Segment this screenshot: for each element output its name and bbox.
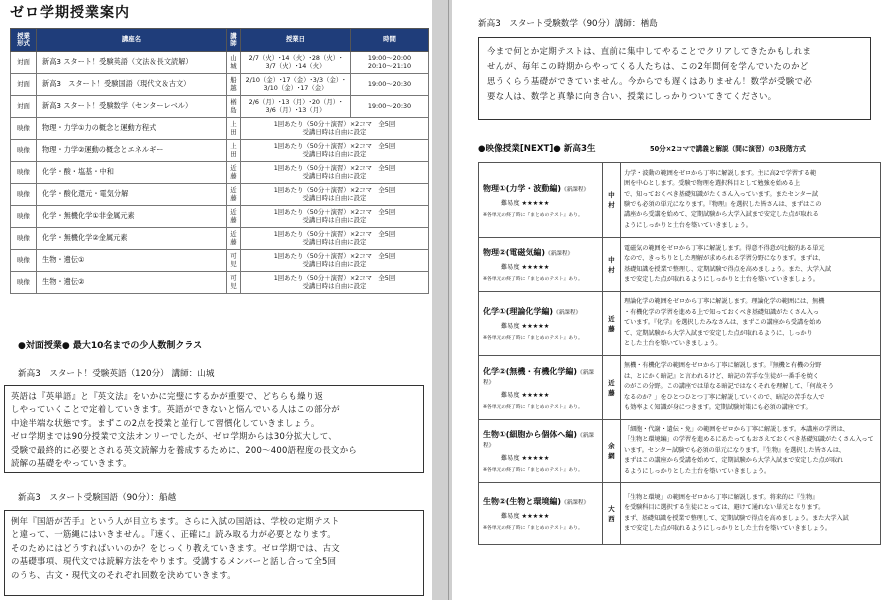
cell-line: 上: [230, 120, 237, 129]
header-line: 師: [230, 39, 237, 47]
text-line: 理論化学の範囲をゼロから丁寧に解説します。理論化学の範囲には、無機: [624, 298, 825, 306]
cell-line: 19:00～20:00: [367, 54, 412, 63]
cell-line: 2/7（火）･14（火）･28（火）･: [248, 54, 343, 63]
video-course-description: [621, 292, 881, 356]
teacher-cell: [227, 140, 241, 162]
cell-line: 城: [230, 61, 237, 70]
difficulty-stars: ★★★★★: [521, 391, 550, 399]
curriculum-tag: 《新課程》: [483, 433, 594, 449]
difficulty-label: 難易度: [501, 323, 522, 330]
text-line: 今まで何とか定期テストは、直前に集中してやることでクリアしてきたかもしれま: [487, 46, 812, 56]
cell-line: 藤: [230, 171, 237, 180]
course-type-cell: 対面: [11, 96, 37, 118]
cell-line: 1回あたり（50分＋演習）×2コマ 全5回: [273, 208, 396, 217]
text-line: ゼロ学期までは90分授業で文法オンリーでしたが、ゼロ学期からは30分拡大して、: [11, 431, 337, 442]
course-name-cell: 物理・力学①力の概念と運動方程式: [37, 118, 227, 140]
schedule-dates-cell: [241, 162, 429, 184]
video-course-title: [483, 183, 598, 194]
cell-line: 受講日時は自由に設定: [302, 127, 367, 136]
video-course-row: [479, 292, 881, 356]
test-note: ※各単元の終了時に『まとめのテスト』あり。: [483, 468, 583, 473]
difficulty-label: 難易度: [501, 199, 522, 207]
schedule-row: [11, 162, 429, 184]
document-title: ゼロ学期授業案内: [10, 5, 130, 21]
cell-line: 田: [230, 149, 237, 158]
cell-line: 藤: [608, 324, 615, 333]
video-course-title: [483, 366, 598, 386]
video-course-name: 化学②(無機・有機化学編): [483, 366, 578, 376]
face-class-heading: ●対面授業● 最大10名までの少人数制クラス: [18, 341, 203, 351]
schedule-dates-cell: [241, 52, 351, 74]
schedule-time-cell: [351, 74, 429, 96]
video-course-body: [479, 163, 881, 545]
cell-line: 余: [608, 442, 615, 450]
curriculum-tag: 《新課程》: [553, 310, 582, 316]
schedule-row: [11, 118, 429, 140]
cell-line: 3/10（金）･17（金）: [263, 83, 328, 92]
header-dates: 授業日: [241, 29, 351, 52]
cell-line: 1回あたり（50分＋演習）×2コマ 全5回: [273, 274, 396, 283]
text-line: 要な人は、数学と真摯に向き合い、授業にしっかりついてきてください。: [487, 91, 777, 101]
schedule-dates-cell: [241, 96, 351, 118]
course-name-cell: 化学・酸化還元・電気分解: [37, 184, 227, 206]
schedule-dates-cell: [241, 118, 429, 140]
cell-line: 近: [230, 186, 237, 195]
cell-line: 20:10～21:10: [367, 61, 412, 70]
cell-line: 藤: [608, 388, 615, 397]
curriculum-tag: 《新課程》: [561, 186, 590, 193]
text-line: います。センター試験でも必須の単元になります。『生物』を選択した皆さんは、: [624, 446, 845, 454]
video-course-description: [621, 483, 881, 545]
cell-line: 大: [608, 504, 615, 513]
schedule-row: [11, 96, 429, 118]
cell-line: 受講日時は自由に設定: [302, 149, 367, 158]
course-type-cell: 映像: [11, 228, 37, 250]
video-course-row: [479, 163, 881, 238]
course-type-cell: 映像: [11, 272, 37, 294]
test-note: ※各単元の終了時に『まとめのテスト』あり。: [483, 212, 583, 218]
schedule-row: [11, 228, 429, 250]
text-line: も効率よく知識が身につきます。定期試験対策にも必須の講座です。: [624, 404, 812, 412]
course-name-cell: 化学・無機化学②金属元素: [37, 228, 227, 250]
text-line: 電磁気の範囲をゼロから丁寧に解説します。得意不得意が比較的ある単元: [624, 244, 825, 252]
english-course-title: 新高3 スタート！受験英語（120分） 講師：山城: [18, 369, 215, 379]
course-name-cell: 生物・遺伝②: [37, 272, 227, 294]
video-course-description: [621, 238, 881, 292]
japanese-description-box: [4, 510, 424, 596]
test-note: ※各単元の終了時に『まとめのテスト』あり。: [483, 404, 583, 410]
cell-line: 近: [608, 314, 615, 323]
text-line: 例年『国語が苦手』という人が目立ちます。さらに入試の国語は、学校の定期テスト: [11, 516, 340, 526]
cell-line: 1回あたり（50分＋演習）×2コマ 全5回: [273, 186, 396, 195]
test-note: ※各単元の終了時に『まとめのテスト』あり。: [483, 526, 583, 531]
cell-line: 船: [230, 76, 237, 85]
text-line: まで安定した点が取れるようにしっかりとした土台を築いていきましょう。: [624, 524, 831, 532]
cell-line: 越: [230, 83, 237, 92]
header-teacher: [227, 29, 241, 52]
video-course-title: [483, 247, 598, 258]
video-course-name: 生物②(生物と環境編): [483, 497, 562, 506]
text-line: ・有機化学の学習を進める上で知っておくべき基礎知識がたくさん入っ: [624, 308, 819, 316]
cell-line: 中: [608, 255, 615, 264]
video-class-heading: ●映像授業[NEXT]● 新高3生: [478, 144, 596, 154]
teacher-cell: [603, 483, 621, 545]
schedule-dates-cell: [241, 250, 429, 272]
difficulty-rating: [483, 511, 598, 520]
curriculum-tag: 《新課程》: [483, 369, 594, 386]
text-line: とした土台を築いていきましょう。: [624, 340, 722, 348]
course-name-cell: 生物・遺伝①: [37, 250, 227, 272]
difficulty-label: 難易度: [501, 455, 522, 462]
video-course-label-cell: [479, 163, 603, 238]
cell-line: 受講日時は自由に設定: [302, 237, 367, 246]
difficulty-rating: [483, 262, 598, 271]
text-line: なので、きっちりとした理解が求められる学習分野になります。まずは、: [624, 255, 825, 263]
video-course-description: [621, 163, 881, 238]
video-course-row: [479, 356, 881, 420]
video-course-name: 物理②(電磁気編): [483, 248, 546, 257]
cell-line: 受講日時は自由に設定: [302, 193, 367, 202]
cell-line: 田: [230, 127, 237, 136]
cell-line: 島: [230, 105, 237, 114]
gutter-divider: [448, 0, 449, 600]
cell-line: 山: [230, 54, 237, 63]
schedule-header-row: [11, 29, 429, 52]
course-name-cell: 新高3 スタート！受験英語（文法＆長文読解）: [37, 52, 227, 74]
text-line: 囲を中心とします。受験で物理を選択科目として勉強を始める上: [624, 180, 801, 188]
text-line: ています。『化学』を選択したみなさんは、まずこの講座から受講を始め: [624, 319, 822, 327]
difficulty-stars: ★★★★★: [521, 199, 550, 207]
course-name-cell: 化学・酸・塩基・中和: [37, 162, 227, 184]
text-line: で、知っておくべき基礎知識がたくさん入っています。またセンター試: [624, 190, 818, 198]
text-line: まず、基礎知識を授業で整理して、定期試験で得点を高めましょう。また大学入試: [624, 514, 849, 522]
video-course-row: [479, 238, 881, 292]
text-line: そのためにはどうすればいいのか？をじっくり教えていきます。ゼロ学期では、古文: [11, 542, 340, 553]
right-page: [452, 0, 888, 600]
text-line: 力学・波動の範囲をゼロから丁寧に解説します。主に高2で学習する範: [624, 169, 817, 177]
cell-line: 藤: [230, 215, 237, 224]
schedule-dates-cell: [241, 184, 429, 206]
text-line: なるのか？」をひとつひとつ丁寧に解説していくので、暗記の苦手な人で: [624, 393, 825, 401]
test-note: ※各単元の終了時に『まとめのテスト』あり。: [483, 336, 583, 341]
video-course-title: [483, 496, 598, 507]
difficulty-label: 難易度: [501, 391, 522, 399]
text-line: 「細胞・代謝・遺伝・免」の範囲をゼロから丁寧に解説します。本講座の学習は、: [624, 425, 849, 433]
course-type-cell: 映像: [11, 206, 37, 228]
text-line: 「生物と環境」の範囲をゼロから丁寧に解説します。将来的に『生物』: [624, 493, 819, 501]
teacher-cell: [603, 292, 621, 356]
cell-line: 西: [608, 514, 615, 523]
japanese-course-title: 新高3 スタート受験国語（90分）：船越: [18, 493, 177, 503]
teacher-cell: [227, 96, 241, 118]
cell-line: 19:00～20:30: [367, 79, 412, 88]
cell-line: 1回あたり（50分＋演習）×2コマ 全5回: [273, 164, 396, 173]
text-line: を受験科目に選択する生徒にとっては、避けて通れない単元となります。: [624, 504, 825, 512]
text-line: 中途半端な状態です。まずこの2点を授業と並行して習慣化していきましょう。: [11, 417, 320, 428]
header-line: 講: [230, 31, 237, 40]
text-line: 「生物と環境編」の学習を進めるにあたってもおさえておくべき基礎知識がたくさん入って: [624, 436, 874, 444]
text-line: まずはこの講座から受講を始めて、定期試験から大学入試まで安定した点が取れ: [624, 457, 844, 465]
video-course-label-cell: [479, 420, 603, 483]
schedule-row: [11, 206, 429, 228]
cell-line: 児: [230, 281, 237, 290]
cell-line: 受講日時は自由に設定: [302, 259, 367, 268]
schedule-dates-cell: [241, 140, 429, 162]
cell-line: 3/7（火）･14（火）: [265, 61, 326, 70]
text-line: 読解の基礎をやっていきます。: [11, 458, 132, 469]
text-line: 基礎知識を授業で整理し、定期試験で得点を高めましょう。また、大学入試: [624, 265, 831, 273]
video-course-row: [479, 420, 881, 483]
cell-line: 網: [608, 452, 615, 460]
teacher-cell: [227, 184, 241, 206]
difficulty-stars: ★★★★★: [521, 264, 550, 271]
cell-line: 楢: [230, 98, 237, 107]
text-line: 講座から受講を始めて、定期試験から大学入試まで安定した点が取れる: [624, 211, 819, 219]
cell-line: 近: [230, 164, 237, 173]
schedule-dates-cell: [241, 206, 429, 228]
course-type-cell: 対面: [11, 52, 37, 74]
text-line: せんが、毎年この時期からやってくる人たちは、この2年間何を学んでいたのかど: [487, 61, 809, 71]
page-gutter: [432, 0, 452, 600]
schedule-table: [10, 28, 429, 294]
video-course-name: 物理①(力学・波動編): [483, 183, 562, 193]
schedule-dates-cell: [241, 272, 429, 294]
course-name-cell: 物理・力学②運動の概念とエネルギー: [37, 140, 227, 162]
text-line: 英語は『英単語』と『英文法』をいかに完璧にするかが重要で、どちらも繰り返: [11, 391, 324, 401]
cell-line: 1回あたり（50分＋演習）×2コマ 全5回: [273, 142, 396, 151]
cell-line: 1回あたり（50分＋演習）×2コマ 全5回: [273, 120, 396, 129]
cell-line: 受講日時は自由に設定: [302, 171, 367, 180]
video-course-title: [483, 429, 598, 449]
header-line: 形式: [17, 39, 30, 47]
video-course-title: [483, 306, 598, 317]
text-line: の基礎事項、現代文では読解方法をやります。受講するメンバーと話し合って全5回: [11, 556, 337, 567]
schedule-row: [11, 184, 429, 206]
course-name-cell: 新高3 スタート！受験国語（現代文＆古文）: [37, 74, 227, 96]
cell-line: 1回あたり（50分＋演習）×2コマ 全5回: [273, 252, 396, 261]
text-line: しやっていくことで定着していきます。英語ができないと悩んでいる人はこの部分が: [11, 404, 340, 415]
schedule-time-cell: [351, 96, 429, 118]
video-course-description: [621, 420, 881, 483]
text-line: 験でも必須の単元になります。『物理』を選択した皆さんは、まずはこの: [624, 201, 822, 208]
teacher-cell: [603, 163, 621, 238]
teacher-cell: [227, 228, 241, 250]
cell-line: 近: [608, 378, 615, 387]
curriculum-tag: 《新課程》: [545, 251, 574, 257]
video-course-label-cell: [479, 483, 603, 545]
schedule-row: [11, 140, 429, 162]
text-line: 思うくらう基礎ができていません。今からでも遅くはありません！数学が受験で必: [487, 76, 813, 86]
schedule-time-cell: [351, 52, 429, 74]
cell-line: 2/10（金）･17（金）･3/3（金）･: [245, 76, 346, 85]
schedule-row: [11, 250, 429, 272]
course-name-cell: 新高3 スタート！受験数学（センターレベル）: [37, 96, 227, 118]
teacher-cell: [603, 356, 621, 420]
course-type-cell: 映像: [11, 250, 37, 272]
cell-line: 2/6（月）･13（月）･20（月）･: [248, 98, 343, 107]
cell-line: 受講日時は自由に設定: [302, 215, 367, 224]
text-line: と違って、一筋縄にはいきません。『速く、正確に』読み取る力が必要となります。: [11, 529, 336, 540]
cell-line: 上: [230, 142, 237, 151]
text-line: 受験で最終的に必要とされる英文読解力を養成するために、200～400語程度の長文から: [11, 444, 358, 455]
difficulty-rating: [483, 390, 598, 399]
text-line: のがこの分野。この講座では単なる暗記ではなくそれを理解して、「何故そう: [624, 383, 834, 391]
text-line: まで安定した点が取れるようにしっかりと土台を築いていきましょう。: [624, 275, 819, 283]
text-line: は、とにかく暗記』と言われるけど、暗記の苦手な生徒が一番手を焼く: [624, 372, 819, 380]
teacher-cell: [603, 238, 621, 292]
course-name-cell: 化学・無機化学①非金属元素: [37, 206, 227, 228]
video-course-description: [621, 356, 881, 420]
teacher-cell: [227, 52, 241, 74]
video-class-subheading: 50分×2コマで講義と解説（間に演習）の3段階方式: [650, 145, 806, 153]
cell-line: 受講日時は自由に設定: [302, 281, 367, 290]
cell-line: 19:00～20:30: [367, 101, 412, 110]
text-line: て、定期試験から大学入試まで安定した点が取れるように、しっかり: [624, 329, 813, 337]
header-type: [11, 29, 37, 52]
cell-line: 近: [230, 230, 237, 239]
text-line: るようにしっかりとした土台を築いていきましょう。: [624, 467, 771, 475]
video-course-row: [479, 483, 881, 545]
teacher-cell: [227, 162, 241, 184]
schedule-dates-cell: [241, 228, 429, 250]
difficulty-rating: [483, 321, 598, 330]
difficulty-rating: [483, 198, 598, 207]
header-line: 授業: [17, 31, 30, 40]
test-note: ※各単元の終了時に『まとめのテスト』あり。: [483, 277, 583, 282]
schedule-dates-cell: [241, 74, 351, 96]
video-course-table: [478, 162, 881, 545]
left-page: [0, 0, 432, 600]
math-course-title: 新高3 スタート受験数学（90分）講師：楢島: [478, 19, 658, 29]
schedule-body: [11, 52, 429, 294]
cell-line: 近: [230, 208, 237, 217]
teacher-cell: [227, 272, 241, 294]
header-course: 講座名: [37, 29, 227, 52]
cell-line: 3/6（月）･13（月）: [265, 105, 326, 114]
difficulty-rating: [483, 453, 598, 462]
teacher-cell: [603, 420, 621, 483]
video-course-label-cell: [479, 292, 603, 356]
cell-line: 1回あたり（50分＋演習）×2コマ 全5回: [273, 230, 396, 239]
teacher-cell: [227, 250, 241, 272]
teacher-cell: [227, 118, 241, 140]
text-line: ようにしっかりと土台を築いていきましょう。: [624, 221, 752, 229]
video-course-label-cell: [479, 356, 603, 420]
cell-line: 村: [608, 265, 615, 274]
difficulty-stars: ★★★★★: [521, 323, 550, 330]
difficulty-label: 難易度: [501, 264, 522, 271]
text-line: のうち、古文・現代文のそれぞれ回数を決めていきます。: [11, 569, 236, 580]
cell-line: 中: [608, 191, 615, 199]
curriculum-tag: 《新課程》: [561, 500, 590, 506]
cell-line: 可: [230, 252, 237, 261]
schedule-row: [11, 272, 429, 294]
cell-line: 児: [230, 259, 237, 268]
cell-line: 村: [608, 201, 615, 209]
english-description-box: [4, 385, 424, 473]
schedule-row: [11, 74, 429, 96]
difficulty-stars: ★★★★★: [521, 513, 550, 520]
schedule-row: [11, 52, 429, 74]
difficulty-label: 難易度: [501, 513, 522, 520]
teacher-cell: [227, 74, 241, 96]
difficulty-stars: ★★★★★: [521, 455, 550, 462]
video-course-label-cell: [479, 238, 603, 292]
cell-line: 可: [230, 274, 237, 283]
header-time: 時間: [351, 29, 429, 52]
teacher-cell: [227, 206, 241, 228]
video-course-name: 生物①(細胞から個体へ編): [483, 430, 578, 439]
course-type-cell: 映像: [11, 140, 37, 162]
text-line: 無機・有機化学の範囲をゼロから丁寧に解説します。『無機と有機の分野: [624, 362, 822, 370]
video-course-name: 化学①(理論化学編): [483, 307, 554, 316]
course-type-cell: 映像: [11, 118, 37, 140]
course-type-cell: 映像: [11, 184, 37, 206]
cell-line: 藤: [230, 237, 237, 246]
course-type-cell: 対面: [11, 74, 37, 96]
cell-line: 藤: [230, 193, 237, 202]
math-description-box: [478, 37, 871, 120]
course-type-cell: 映像: [11, 162, 37, 184]
